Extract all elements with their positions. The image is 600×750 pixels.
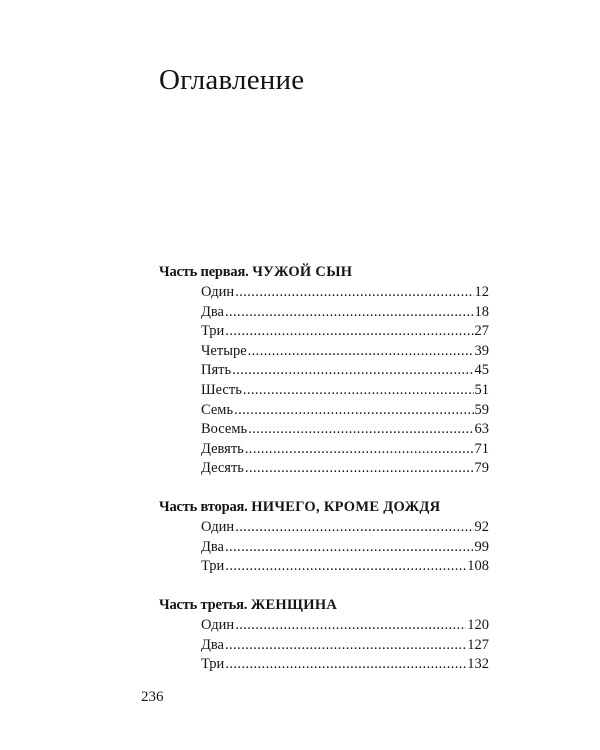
- toc-entry[interactable]: [201, 322, 489, 342]
- toc-entry[interactable]: [201, 401, 489, 421]
- chapter-name: Два: [201, 538, 224, 555]
- chapter-page: 132: [467, 656, 489, 673]
- toc-entry[interactable]: [201, 538, 489, 558]
- chapter-page: 71: [474, 440, 489, 457]
- leader-dots: [232, 361, 473, 381]
- part-heading: [159, 594, 489, 616]
- leader-dots: [245, 459, 474, 479]
- toc-entry[interactable]: [201, 381, 489, 401]
- toc-entry[interactable]: [201, 440, 489, 460]
- toc-part-3: [159, 594, 489, 675]
- leader-dots: [225, 655, 466, 675]
- leader-dots: [225, 322, 473, 342]
- chapter-page: 27: [474, 323, 489, 340]
- chapter-page: 45: [474, 362, 489, 379]
- toc-entry[interactable]: [201, 636, 489, 656]
- chapter-name: Два: [201, 303, 224, 320]
- chapter-page: 63: [474, 421, 489, 438]
- chapter-name: Четыре: [201, 342, 247, 359]
- part-label: Часть третья.: [159, 597, 248, 613]
- part-name: НИЧЕГО, КРОМЕ ДОЖДЯ: [251, 499, 441, 515]
- leader-dots: [248, 420, 473, 440]
- part-heading: [159, 261, 489, 283]
- chapter-name: Два: [201, 636, 224, 653]
- leader-dots: [225, 303, 474, 323]
- leader-dots: [235, 518, 473, 538]
- part-label: Часть первая.: [159, 264, 249, 280]
- leader-dots: [243, 381, 474, 401]
- chapter-name: Девять: [201, 440, 244, 457]
- leader-dots: [235, 616, 466, 636]
- chapter-page: 99: [474, 538, 489, 555]
- chapter-page: 79: [474, 460, 489, 477]
- chapter-name: Десять: [201, 460, 244, 477]
- chapter-name: Три: [201, 558, 225, 575]
- part-label: Часть вторая.: [159, 499, 248, 515]
- chapter-name: Три: [201, 656, 225, 673]
- toc-entry[interactable]: [201, 557, 489, 577]
- toc-entry[interactable]: [201, 420, 489, 440]
- leader-dots: [225, 538, 474, 558]
- toc-entry[interactable]: [201, 518, 489, 538]
- chapter-name: Семь: [201, 401, 234, 418]
- part-name: ЧУЖОЙ СЫН: [252, 264, 353, 280]
- leader-dots: [248, 342, 474, 362]
- chapter-name: Один: [201, 284, 235, 300]
- chapter-page: 120: [467, 617, 489, 633]
- chapter-page: 39: [474, 342, 489, 359]
- toc-entry[interactable]: [201, 361, 489, 381]
- chapter-page: 51: [474, 381, 489, 398]
- leader-dots: [245, 440, 474, 460]
- toc-entry[interactable]: [201, 283, 489, 303]
- toc-part-2: [159, 496, 489, 577]
- chapter-page: 127: [467, 636, 489, 653]
- chapter-name: Восемь: [201, 421, 248, 438]
- chapter-page: 59: [474, 401, 489, 418]
- leader-dots: [235, 283, 473, 303]
- page-title: Оглавление: [159, 64, 305, 96]
- leader-dots: [225, 557, 466, 577]
- chapter-page: 92: [474, 519, 489, 535]
- toc-part-1: [159, 261, 489, 479]
- chapter-page: 108: [467, 558, 489, 575]
- chapter-name: Один: [201, 519, 235, 535]
- toc-entry[interactable]: [201, 655, 489, 675]
- part-name: ЖЕНЩИНА: [250, 597, 338, 613]
- leader-dots: [234, 401, 473, 421]
- toc-entry[interactable]: [201, 303, 489, 323]
- toc-entry[interactable]: [201, 459, 489, 479]
- chapter-name: Пять: [201, 362, 232, 379]
- chapter-name: Три: [201, 323, 225, 340]
- toc-entry[interactable]: [201, 616, 489, 636]
- page-number: 236: [141, 689, 164, 705]
- chapter-page: 18: [474, 303, 489, 320]
- leader-dots: [225, 636, 466, 656]
- chapter-name: Шесть: [201, 381, 242, 398]
- chapter-page: 12: [474, 284, 489, 300]
- toc-entry[interactable]: [201, 342, 489, 362]
- chapter-name: Один: [201, 617, 235, 633]
- part-heading: [159, 496, 489, 518]
